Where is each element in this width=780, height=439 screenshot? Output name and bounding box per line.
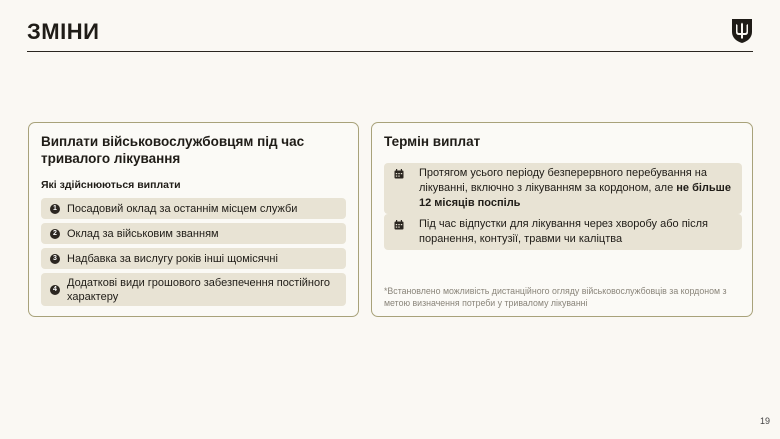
list-item-label: Додаткові види грошового забезпечення постійного характеру <box>67 276 331 303</box>
term-text: Протягом усього періоду безперервного перебування на лікуванні, включно з лікуванням за кордоном, але <box>419 167 707 194</box>
list-item <box>41 223 346 244</box>
list-item <box>41 248 346 269</box>
calendar-icon <box>394 169 404 179</box>
number-badge: 3 <box>50 254 60 264</box>
payments-subtitle: Які здійснюються виплати <box>41 179 181 191</box>
payments-card <box>28 122 359 317</box>
number-badge: 2 <box>50 229 60 239</box>
list-item <box>41 273 346 306</box>
calendar-icon <box>394 220 404 230</box>
payment-term-card <box>371 122 753 317</box>
trident-shield-icon <box>731 18 753 44</box>
header-divider <box>27 51 753 52</box>
list-item <box>41 198 346 219</box>
number-badge: 1 <box>50 204 60 214</box>
list-item-label: Оклад за військовим званням <box>67 227 219 240</box>
list-item <box>384 163 742 214</box>
list-item-label: Посадовий оклад за останнім місцем служби <box>67 202 298 215</box>
payment-term-card-title: Термін виплат <box>384 134 481 149</box>
number-badge: 4 <box>50 285 60 295</box>
term-text: Під час відпустки для лікування через хворобу або після поранення, контузії, травми чи каліцтва <box>419 218 708 245</box>
page-number: 19 <box>760 416 771 426</box>
footnote: *Встановлено можливість дистанційного огляду військовослужбовців за кордоном з метою визначення потреби у тривалому лікуванні <box>384 286 727 308</box>
page-title: ЗМІНИ <box>27 19 100 44</box>
payments-card-title: Виплати військовослужбовцям під час тривалого лікування <box>41 134 305 166</box>
list-item <box>384 214 742 250</box>
term-emphasis: не більше 12 місяців поспіль <box>419 182 731 209</box>
list-item-label: Надбавка за вислугу років інші щомісячні <box>67 252 278 265</box>
